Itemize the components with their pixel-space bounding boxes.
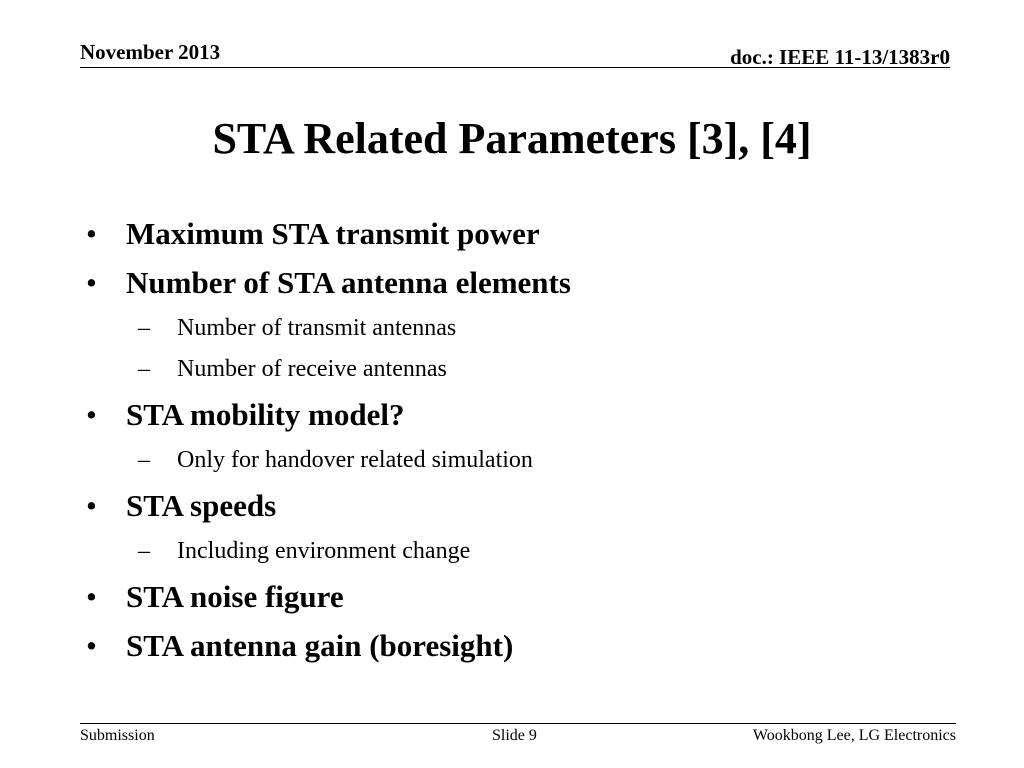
sub-bullet-marker: –	[138, 315, 150, 341]
bullet-text: Maximum STA transmit power	[126, 216, 540, 251]
footer-slide-number: Slide 9	[492, 727, 537, 744]
footer-author: Wookbong Lee, LG Electronics	[752, 727, 956, 744]
bullet-marker: •	[86, 628, 97, 663]
sub-bullet-text: Including environment change	[177, 538, 471, 564]
bullet-text: STA speeds	[126, 488, 277, 523]
sub-bullet-text: Number of transmit antennas	[177, 315, 457, 341]
bullet-marker: •	[86, 216, 97, 251]
sub-bullet-marker: –	[138, 356, 150, 382]
header-date: November 2013	[80, 40, 221, 64]
sub-bullet-text: Number of receive antennas	[177, 356, 447, 382]
bullet-marker: •	[86, 488, 97, 523]
sub-bullet-marker: –	[138, 447, 150, 473]
footer-submission: Submission	[80, 727, 155, 744]
sub-bullet-text: Only for handover related simulation	[177, 447, 533, 473]
header-doc-id: doc.: IEEE 11-13/1383r0	[730, 45, 950, 69]
bullet-marker: •	[86, 397, 97, 432]
footer-divider	[80, 723, 956, 724]
bullet-marker: •	[86, 579, 97, 614]
bullet-marker: •	[86, 265, 97, 300]
bullet-text: STA antenna gain (boresight)	[126, 628, 514, 663]
slide-title: STA Related Parameters [3], [4]	[212, 114, 812, 163]
bullet-text: Number of STA antenna elements	[126, 265, 571, 300]
sub-bullet-marker: –	[138, 538, 150, 564]
bullet-text: STA noise figure	[126, 579, 344, 614]
bullet-text: STA mobility model?	[126, 397, 405, 432]
